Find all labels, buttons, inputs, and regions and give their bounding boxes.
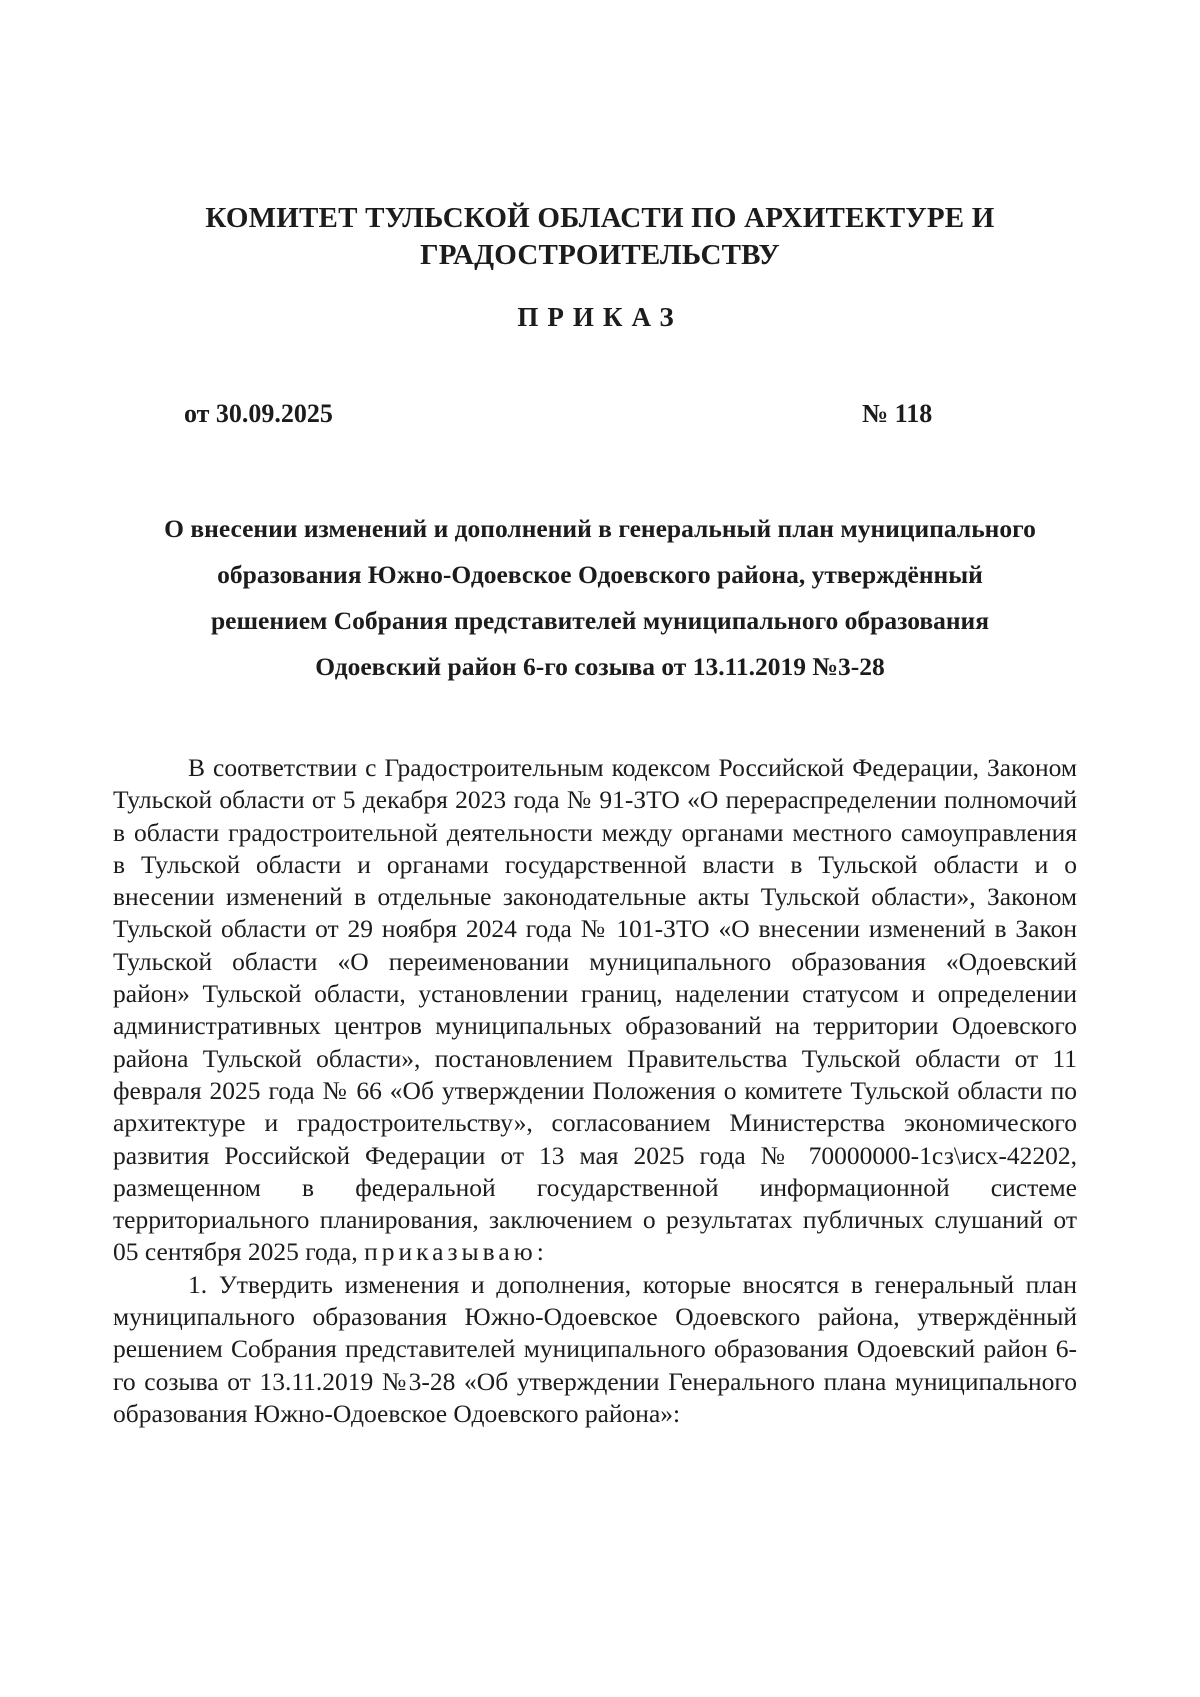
subject-line: образования Южно-Одоевское Одоевского района, утверждённый [217, 560, 983, 589]
document-number: № 118 [862, 399, 933, 428]
subject-line: О внесении изменений и дополнений в генеральный план муниципального [164, 514, 1036, 543]
preamble-paragraph [113, 752, 1077, 1269]
document-subject [110, 506, 1090, 690]
subject-line: решением Собрания представителей муниципального образования [210, 606, 990, 635]
preamble-text: В соответствии с Градостроительным кодексом Российской Федерации, Законом Тульской области от 5 декабря 2023 года № 91-ЗТО «О перераспределении полномочий в области градостроительной деятельности между органами местного самоуправления в Тульской области и органами государственной власти в Тульской области и о внесении изменений в отдельные законодательные акты Тульской области», Законом Тульской области от 29 ноября 2024 года № 101-ЗТО «О внесении изменений в Закон Тульской области «О переименовании муниципального образования «Одоевский район» Тульской области, установлении границ, наделении статусом и определении административных центров муниципальных образований на территории Одоевского района Тульской области», постановлением Правительства Тульской области от 11 февраля 2025 года № 66 «Об утверждении Положения о комитете Тульской области по архитектуре и градостроительству», согласованием Министерства экономического развития Российской Федерации от 13 мая 2025 года № 70000000-1сз\исх-42202, размещенном в федеральной государственной информационной системе территориального планирования, заключением о результатах публичных слушаний от 05 сентября 2025 года, [113, 753, 1077, 1267]
organization-title: КОМИТЕТ ТУЛЬСКОЙ ОБЛАСТИ ПО АРХИТЕКТУРЕ И ГРАДОСТРОИТЕЛЬСТВУ [205, 202, 995, 271]
document-body [113, 752, 1077, 1430]
order-word: приказываю: [364, 1237, 548, 1267]
order-item-1: 1. Утвердить изменения и дополнения, которые вносятся в генеральный план муниципального образования Южно-Одоевское Одоевского района, утверждённый решением Собрания представителей муниципального образования Одоевский район 6-го созыва от 13.11.2019 №3-28 «Об утверждении Генерального плана муниципального образования Южно-Одоевское Одоевского района»: [113, 1269, 1077, 1428]
subject-line: Одоевский район 6-го созыва от 13.11.2019 №3-28 [315, 652, 885, 681]
document-type-heading: ПРИКАЗ [517, 302, 683, 332]
document-date: от 30.09.2025 [184, 399, 333, 428]
